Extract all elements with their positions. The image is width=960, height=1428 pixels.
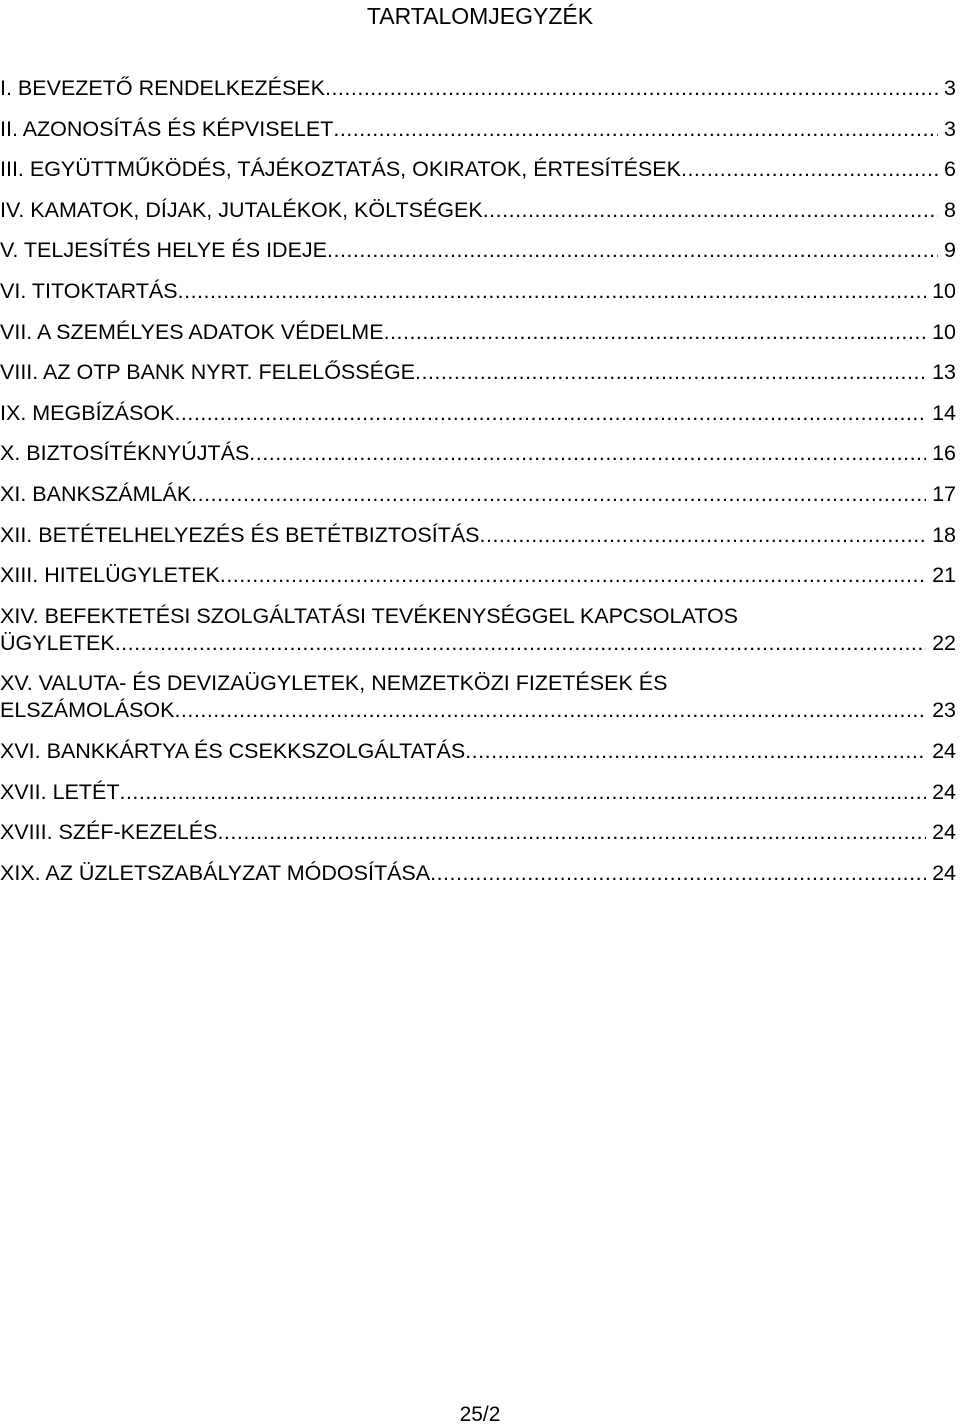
dot-leader xyxy=(415,359,926,386)
toc-entry-title: XIX. AZ ÜZLETSZABÁLYZAT MÓDOSÍTÁSA xyxy=(0,860,431,885)
toc-entry-title: IV. KAMATOK, DÍJAK, JUTALÉKOK, KÖLTSÉGEK xyxy=(0,197,483,222)
dot-leader xyxy=(430,860,926,887)
toc-entry[interactable] xyxy=(0,319,960,346)
toc-entry-title: IX. MEGBÍZÁSOK xyxy=(0,400,175,425)
toc-entry[interactable] xyxy=(0,819,960,846)
dot-leader xyxy=(191,481,926,508)
toc-entry-title: X. BIZTOSÍTÉKNYÚJTÁS xyxy=(0,441,250,466)
toc-entry-title: XVII. LETÉT xyxy=(0,779,120,804)
page-title: TARTALOMJEGYZÉK xyxy=(366,3,594,29)
page-number: 25/2 xyxy=(459,1403,501,1426)
toc-entry[interactable] xyxy=(0,359,960,386)
toc-entry-title: III. EGYÜTTMŰKÖDÉS, TÁJÉKOZTATÁS, OKIRATOK, ÉRTESÍTÉSEK xyxy=(0,157,681,182)
toc-entry-title: I. BEVEZETŐ RENDELKEZÉSEK xyxy=(0,76,325,100)
toc-entry[interactable] xyxy=(0,278,960,305)
toc-entry-page: 6 xyxy=(944,157,956,182)
toc-entry-title: VIII. AZ OTP BANK NYRT. FELELŐSSÉGE xyxy=(0,360,416,385)
toc-entry[interactable] xyxy=(0,156,960,183)
toc-entry-page: 23 xyxy=(932,698,956,723)
dot-leader xyxy=(249,440,926,467)
toc-entry-page: 21 xyxy=(932,563,956,588)
toc-entry[interactable] xyxy=(0,116,960,143)
toc-entry[interactable] xyxy=(0,603,960,657)
toc-entry-page: 9 xyxy=(944,238,956,263)
toc-entry-title: VI. TITOKTARTÁS xyxy=(0,278,178,303)
toc-entry-page: 22 xyxy=(932,630,956,655)
toc-entry[interactable] xyxy=(0,738,960,765)
dot-leader xyxy=(325,75,938,102)
dot-leader xyxy=(115,630,926,657)
toc-entry-page: 18 xyxy=(932,522,956,547)
toc-entry[interactable] xyxy=(0,562,960,589)
toc-entry[interactable] xyxy=(0,440,960,467)
toc-entry[interactable] xyxy=(0,481,960,508)
toc-entry-page: 24 xyxy=(932,860,956,885)
toc-entry-title: XVI. BANKKÁRTYA ÉS CSEKKSZOLGÁLTATÁS xyxy=(0,738,466,763)
toc-entry-title: XVIII. SZÉF-KEZELÉS xyxy=(0,820,218,845)
toc-entry[interactable] xyxy=(0,197,960,224)
dot-leader xyxy=(174,400,926,427)
toc-entry-page: 13 xyxy=(932,360,956,385)
toc-entry-title: XI. BANKSZÁMLÁK xyxy=(0,481,192,506)
toc-entry-page: 10 xyxy=(932,278,956,303)
dot-leader xyxy=(119,779,926,806)
toc-entry[interactable] xyxy=(0,237,960,264)
toc-entry-title: ELSZÁMOLÁSOK xyxy=(0,698,175,723)
toc-entry-page: 17 xyxy=(932,481,956,506)
toc-entry-page: 14 xyxy=(932,400,956,425)
toc-entry-page: 3 xyxy=(944,116,956,141)
toc-entry-page: 24 xyxy=(932,820,956,845)
dot-leader xyxy=(480,522,927,549)
toc-entry-title-line1: XIV. BEFEKTETÉSI SZOLGÁLTATÁSI TEVÉKENYSÉGGEL KAPCSOLATOS xyxy=(0,603,739,628)
dot-leader xyxy=(220,562,926,589)
toc-entry-title: V. TELJESÍTÉS HELYE ÉS IDEJE xyxy=(0,238,328,263)
toc-entry-page: 10 xyxy=(932,319,956,344)
toc-entry-title-line1: XV. VALUTA- ÉS DEVIZAÜGYLETEK, NEMZETKÖZI FIZETÉSEK ÉS xyxy=(0,671,668,696)
table-of-contents xyxy=(0,75,960,900)
toc-entry[interactable] xyxy=(0,779,960,806)
toc-entry[interactable] xyxy=(0,860,960,887)
toc-entry-page: 24 xyxy=(932,779,956,804)
dot-leader xyxy=(465,738,926,765)
toc-entry[interactable] xyxy=(0,670,960,724)
toc-entry-page: 24 xyxy=(932,738,956,763)
toc-entry[interactable] xyxy=(0,75,960,102)
toc-entry-title: II. AZONOSÍTÁS ÉS KÉPVISELET xyxy=(0,116,334,141)
dot-leader xyxy=(217,819,926,846)
toc-entry-title: VII. A SZEMÉLYES ADATOK VÉDELME xyxy=(0,319,384,344)
dot-leader xyxy=(174,697,926,724)
toc-entry-page: 16 xyxy=(932,441,956,466)
toc-entry-title: XIII. HITELÜGYLETEK xyxy=(0,563,220,588)
toc-entry[interactable] xyxy=(0,400,960,427)
toc-entry-title: XII. BETÉTELHELYEZÉS ÉS BETÉTBIZTOSÍTÁS xyxy=(0,522,480,547)
dot-leader xyxy=(327,237,938,264)
dot-leader xyxy=(178,278,926,305)
toc-entry[interactable] xyxy=(0,522,960,549)
toc-entry-page: 3 xyxy=(944,76,956,100)
toc-entry-page: 8 xyxy=(944,197,956,222)
toc-entry-title: ÜGYLETEK xyxy=(0,630,115,655)
dot-leader xyxy=(483,197,938,224)
dot-leader xyxy=(681,156,938,183)
dot-leader xyxy=(333,116,938,143)
dot-leader xyxy=(384,319,927,346)
